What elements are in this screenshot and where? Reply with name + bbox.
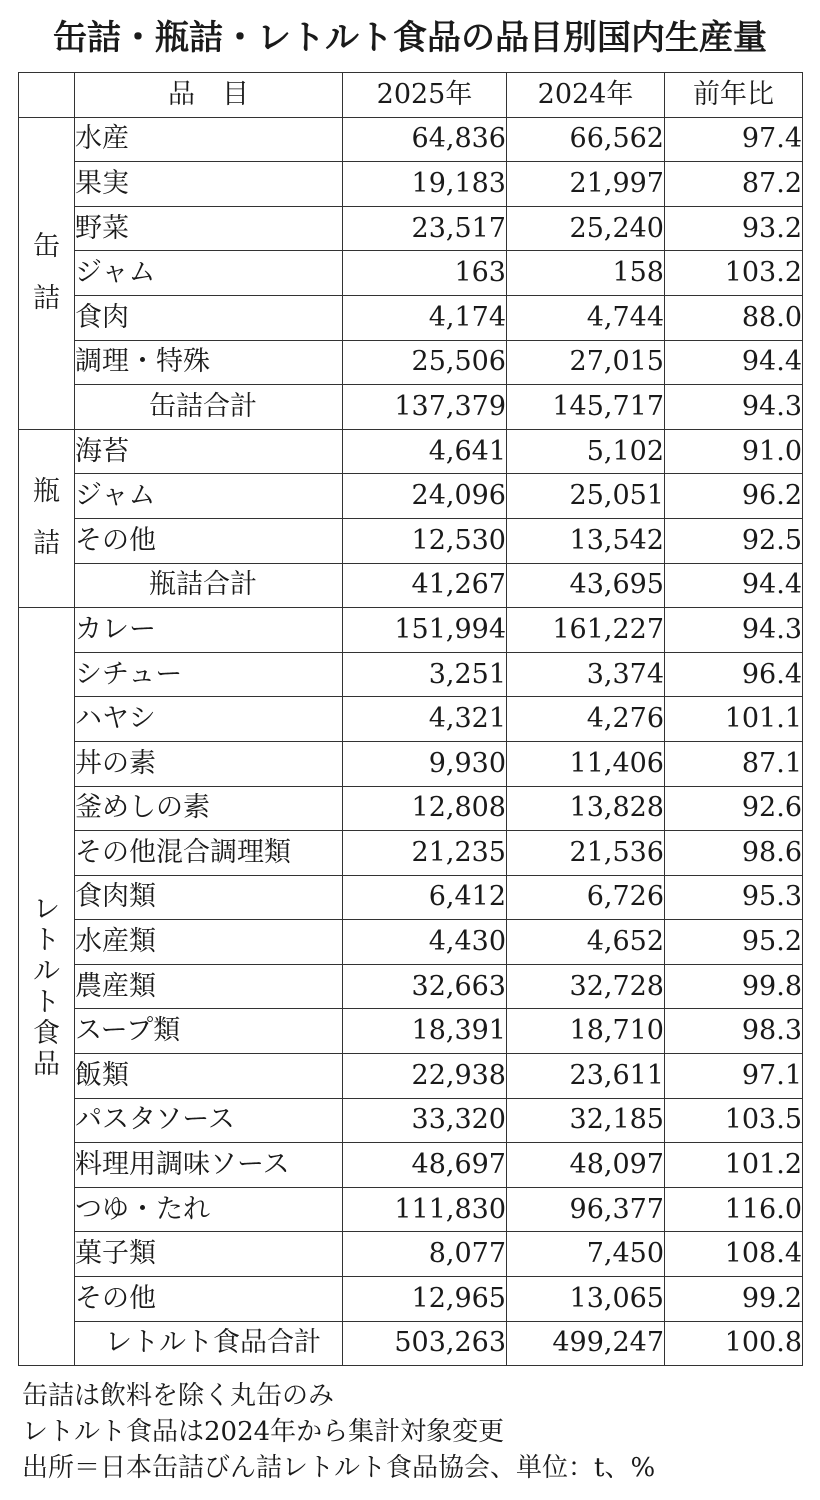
ratio-cell: 92.6 [665, 786, 803, 831]
value-2024-cell: 7,450 [507, 1232, 665, 1277]
value-2025-cell: 23,517 [343, 206, 507, 251]
total-row [19, 385, 803, 430]
item-cell: その他混合調理類 [75, 831, 343, 876]
header-ratio: 前年比 [665, 73, 803, 118]
value-2025-cell: 8,077 [343, 1232, 507, 1277]
table-row [19, 608, 803, 653]
item-cell: 食肉類 [75, 875, 343, 920]
ratio-cell: 96.2 [665, 474, 803, 519]
value-2025-cell: 4,641 [343, 429, 507, 474]
value-2025-cell: 33,320 [343, 1098, 507, 1143]
item-cell: 農産類 [75, 964, 343, 1009]
value-2025-cell: 6,412 [343, 875, 507, 920]
table-row [19, 1143, 803, 1188]
value-2024-cell: 13,065 [507, 1277, 665, 1322]
table-row [19, 162, 803, 207]
value-2025-cell: 111,830 [343, 1187, 507, 1232]
footnote: 出所＝日本缶詰びん詰レトルト食品協会、単位：t、% [22, 1453, 656, 1483]
value-2024-cell: 5,102 [507, 429, 665, 474]
item-cell: 水産類 [75, 920, 343, 965]
total-row [19, 1321, 803, 1366]
value-2024-cell: 13,828 [507, 786, 665, 831]
ratio-cell: 94.3 [665, 608, 803, 653]
table-title: 缶詰・瓶詰・レトルト食品の品目別国内生産量 [53, 18, 767, 58]
value-2024-cell: 21,997 [507, 162, 665, 207]
value-2024-cell: 96,377 [507, 1187, 665, 1232]
value-2025-cell: 22,938 [343, 1054, 507, 1099]
table-row [19, 340, 803, 385]
table-row [19, 429, 803, 474]
table-row [19, 964, 803, 1009]
value-2024-cell: 161,227 [507, 608, 665, 653]
ratio-cell: 87.2 [665, 162, 803, 207]
value-2024-cell: 18,710 [507, 1009, 665, 1054]
value-2025-cell: 64,836 [343, 117, 507, 162]
category-label: 缶詰 [33, 230, 60, 315]
ratio-cell: 101.2 [665, 1143, 803, 1188]
category-label: レトルト食品 [33, 893, 60, 1080]
value-2024-cell: 32,728 [507, 964, 665, 1009]
table-row [19, 920, 803, 965]
value-2025-cell: 3,251 [343, 652, 507, 697]
ratio-cell: 98.6 [665, 831, 803, 876]
value-2025-cell: 4,321 [343, 697, 507, 742]
header-2024: 2024年 [507, 73, 665, 118]
value-2024-cell: 4,276 [507, 697, 665, 742]
table-body [19, 117, 803, 1366]
item-cell: 調理・特殊 [75, 340, 343, 385]
value-2024-cell: 4,744 [507, 295, 665, 340]
ratio-cell: 87.1 [665, 741, 803, 786]
value-2025-cell: 48,697 [343, 1143, 507, 1188]
total-label-cell: 瓶詰合計 [75, 563, 343, 608]
value-2024-cell: 23,611 [507, 1054, 665, 1099]
value-2024-cell: 32,185 [507, 1098, 665, 1143]
header-item: 品 目 [75, 73, 343, 118]
item-cell: つゆ・たれ [75, 1187, 343, 1232]
ratio-cell: 91.0 [665, 429, 803, 474]
ratio-cell: 99.2 [665, 1277, 803, 1322]
table-row [19, 875, 803, 920]
total-ratio-cell: 94.3 [665, 385, 803, 430]
table-row [19, 474, 803, 519]
item-cell: その他 [75, 518, 343, 563]
footnotes [22, 1378, 802, 1486]
header-2025: 2025年 [343, 73, 507, 118]
item-cell: カレー [75, 608, 343, 653]
table-row [19, 295, 803, 340]
ratio-cell: 94.4 [665, 340, 803, 385]
value-2025-cell: 25,506 [343, 340, 507, 385]
ratio-cell: 116.0 [665, 1187, 803, 1232]
table-row [19, 697, 803, 742]
item-cell: 丼の素 [75, 741, 343, 786]
value-2024-cell: 4,652 [507, 920, 665, 965]
item-cell: 野菜 [75, 206, 343, 251]
value-2024-cell: 13,542 [507, 518, 665, 563]
value-2025-cell: 151,994 [343, 608, 507, 653]
ratio-cell: 97.4 [665, 117, 803, 162]
value-2025-cell: 163 [343, 251, 507, 296]
item-cell: ジャム [75, 251, 343, 296]
value-2025-cell: 12,530 [343, 518, 507, 563]
ratio-cell: 93.2 [665, 206, 803, 251]
table-row [19, 741, 803, 786]
table-row [19, 652, 803, 697]
value-2024-cell: 48,097 [507, 1143, 665, 1188]
item-cell: ハヤシ [75, 697, 343, 742]
item-cell: 海苔 [75, 429, 343, 474]
value-2024-cell: 6,726 [507, 875, 665, 920]
total-2024-cell: 145,717 [507, 385, 665, 430]
item-cell: スープ類 [75, 1009, 343, 1054]
value-2025-cell: 12,965 [343, 1277, 507, 1322]
ratio-cell: 97.1 [665, 1054, 803, 1099]
table-row [19, 1277, 803, 1322]
item-cell: 料理用調味ソース [75, 1143, 343, 1188]
total-ratio-cell: 94.4 [665, 563, 803, 608]
category-label: 瓶詰 [33, 475, 60, 560]
item-cell: 飯類 [75, 1054, 343, 1099]
item-cell: 水産 [75, 117, 343, 162]
item-cell: 果実 [75, 162, 343, 207]
value-2024-cell: 27,015 [507, 340, 665, 385]
item-cell: その他 [75, 1277, 343, 1322]
total-2024-cell: 43,695 [507, 563, 665, 608]
category-cell [19, 429, 75, 607]
ratio-cell: 88.0 [665, 295, 803, 340]
item-cell: 食肉 [75, 295, 343, 340]
value-2024-cell: 21,536 [507, 831, 665, 876]
table-row [19, 518, 803, 563]
table-row [19, 1054, 803, 1099]
value-2025-cell: 24,096 [343, 474, 507, 519]
value-2024-cell: 66,562 [507, 117, 665, 162]
table-row [19, 1098, 803, 1143]
ratio-cell: 99.8 [665, 964, 803, 1009]
value-2024-cell: 11,406 [507, 741, 665, 786]
footnote: 缶詰は飲料を除く丸缶のみ [22, 1381, 335, 1411]
value-2025-cell: 12,808 [343, 786, 507, 831]
value-2025-cell: 4,430 [343, 920, 507, 965]
value-2025-cell: 32,663 [343, 964, 507, 1009]
total-row [19, 563, 803, 608]
ratio-cell: 96.4 [665, 652, 803, 697]
ratio-cell: 95.3 [665, 875, 803, 920]
total-2025-cell: 41,267 [343, 563, 507, 608]
ratio-cell: 98.3 [665, 1009, 803, 1054]
footnote: レトルト食品は2024年から集計対象変更 [22, 1417, 505, 1447]
value-2024-cell: 158 [507, 251, 665, 296]
total-2025-cell: 137,379 [343, 385, 507, 430]
total-2025-cell: 503,263 [343, 1321, 507, 1366]
table-row [19, 251, 803, 296]
value-2024-cell: 25,051 [507, 474, 665, 519]
value-2025-cell: 19,183 [343, 162, 507, 207]
table-row [19, 117, 803, 162]
total-ratio-cell: 100.8 [665, 1321, 803, 1366]
ratio-cell: 101.1 [665, 697, 803, 742]
value-2024-cell: 3,374 [507, 652, 665, 697]
value-2025-cell: 21,235 [343, 831, 507, 876]
table-row [19, 831, 803, 876]
value-2024-cell: 25,240 [507, 206, 665, 251]
item-cell: シチュー [75, 652, 343, 697]
value-2025-cell: 4,174 [343, 295, 507, 340]
ratio-cell: 103.2 [665, 251, 803, 296]
category-cell [19, 117, 75, 429]
ratio-cell: 103.5 [665, 1098, 803, 1143]
header-row [19, 73, 803, 118]
table-row [19, 1009, 803, 1054]
item-cell: ジャム [75, 474, 343, 519]
header-category [19, 73, 75, 118]
total-2024-cell: 499,247 [507, 1321, 665, 1366]
production-table [18, 72, 803, 1366]
ratio-cell: 92.5 [665, 518, 803, 563]
ratio-cell: 108.4 [665, 1232, 803, 1277]
table-row [19, 1187, 803, 1232]
item-cell: 釜めしの素 [75, 786, 343, 831]
item-cell: 菓子類 [75, 1232, 343, 1277]
value-2025-cell: 9,930 [343, 741, 507, 786]
table-row [19, 1232, 803, 1277]
table-row [19, 206, 803, 251]
total-label-cell: レトルト食品合計 [75, 1321, 343, 1366]
item-cell: パスタソース [75, 1098, 343, 1143]
table-row [19, 786, 803, 831]
category-cell [19, 608, 75, 1366]
total-label-cell: 缶詰合計 [75, 385, 343, 430]
ratio-cell: 95.2 [665, 920, 803, 965]
value-2025-cell: 18,391 [343, 1009, 507, 1054]
